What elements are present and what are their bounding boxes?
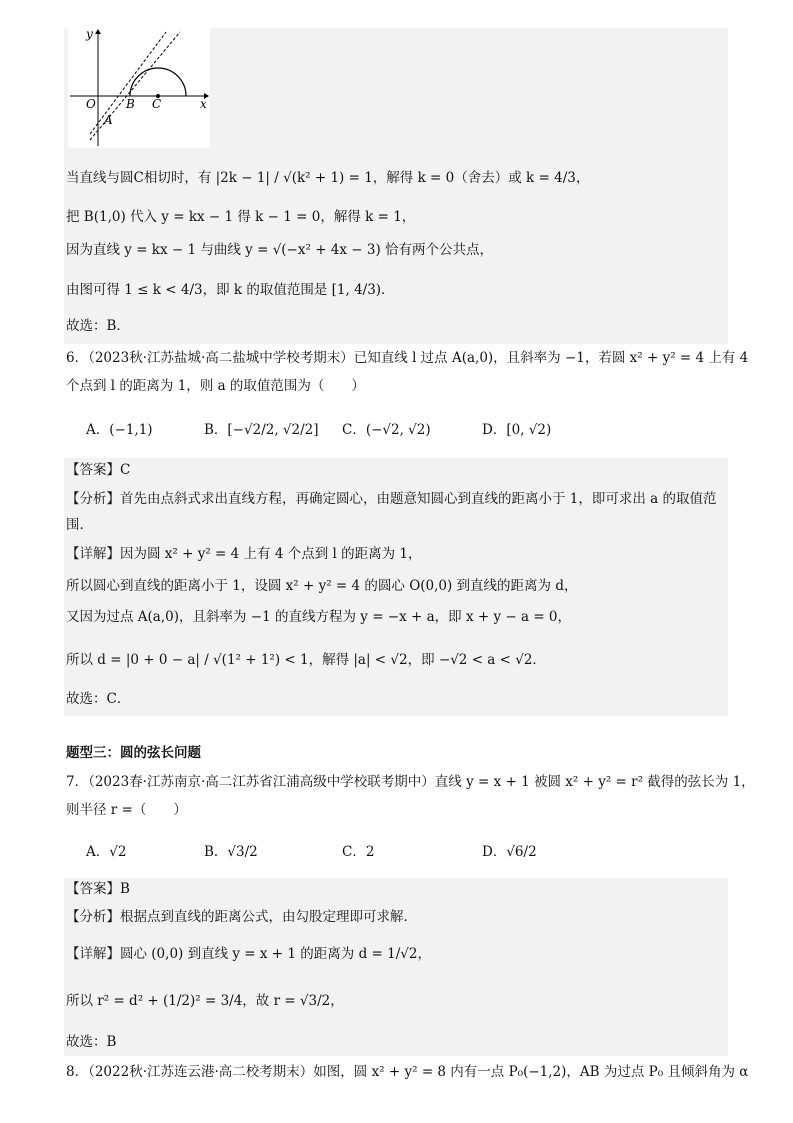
- q7-detail-line2: 所以 r² = d² + (1/2)² = 3/4，故 r = √3/2，: [66, 993, 344, 1009]
- axis-y-label: y: [86, 28, 93, 41]
- coordinate-figure: [68, 28, 210, 148]
- q7-option-d: D．√6/2: [482, 844, 537, 860]
- q6-stem-line2: 个点到 l 的距离为 1，则 a 的取值范围为（ ）: [66, 378, 365, 394]
- sol5-line1: 当直线与圆C相切时，有 |2k − 1| / √(k² + 1) = 1，解得 k = 0（舍去）或 k = 4/3，: [66, 170, 590, 186]
- q8-stem-line1: 8．（2022秋·江苏连云港·高二校考期末）如图，圆 x² + y² = 8 内有一点 P₀(−1,2)，AB 为过点 P₀ 且倾斜角为 α: [66, 1064, 749, 1080]
- label-a: A: [104, 113, 113, 127]
- q7-option-c: C．2: [342, 844, 375, 860]
- q7-detail-line1: 【详解】圆心 (0,0) 到直线 y = x + 1 的距离为 d = 1/√2，: [66, 946, 431, 962]
- q6-detail-line3: 又因为过点 A(a,0)，且斜率为 −1 的直线方程为 y = −x + a，即 x + y − a = 0，: [66, 609, 572, 625]
- solution-block-7: [64, 878, 728, 1056]
- sol5-line3: 因为直线 y = kx − 1 与曲线 y = √(−x² + 4x − 3) 恰有两个公共点，: [66, 242, 494, 258]
- q7-stem-line1: 7．（2023春·江苏南京·高二江苏省江浦高级中学校联考期中）直线 y = x + 1 被圆 x² + y² = r² 截得的弦长为 1，: [66, 774, 755, 790]
- q6-option-a: A．(−1,1): [86, 422, 153, 438]
- axis-x-label: x: [200, 97, 207, 111]
- section-heading: 题型三：圆的弦长问题: [66, 745, 201, 761]
- q7-option-b: B．√3/2: [204, 844, 258, 860]
- q7-option-a: A．√2: [86, 844, 127, 860]
- q6-analysis-line2: 围．: [66, 517, 93, 533]
- q6-detail-line1: 【详解】因为圆 x² + y² = 4 上有 4 个点到 l 的距离为 1，: [66, 546, 422, 562]
- q7-stem-line2: 则半径 r =（ ）: [66, 802, 187, 818]
- label-b: B: [126, 97, 135, 111]
- label-c: C: [152, 97, 162, 111]
- label-o: O: [86, 97, 96, 111]
- q7-analysis: 【分析】根据点到直线的距离公式，由勾股定理即可求解．: [66, 909, 417, 925]
- q6-option-d: D．[0, √2): [482, 422, 552, 438]
- q6-option-c: C．(−√2, √2): [342, 422, 431, 438]
- q6-analysis-line1: 【分析】首先由点斜式求出直线方程，再确定圆心，由题意知圆心到直线的距离小于 1，即可求出 a 的取值范: [66, 491, 717, 507]
- q7-choose: 故选：B: [66, 1034, 117, 1050]
- q7-answer: 【答案】B: [66, 881, 130, 897]
- q6-answer: 【答案】C: [66, 462, 131, 478]
- sol5-choose: 故选：B．: [66, 318, 130, 334]
- sol5-line2: 把 B(1,0) 代入 y = kx − 1 得 k − 1 = 0，解得 k = 1，: [66, 209, 416, 225]
- sol5-line4: 由图可得 1 ≤ k < 4/3，即 k 的取值范围是 [1, 4/3)．: [66, 282, 395, 298]
- q6-stem-line1: 6．（2023秋·江苏盐城·高二盐城中学校考期末）已知直线 l 过点 A(a,0)，且斜率为 −1，若圆 x² + y² = 4 上有 4: [66, 350, 749, 366]
- q6-detail-line2: 所以圆心到直线的距离小于 1，设圆 x² + y² = 4 的圆心 O(0,0) 到直线的距离为 d，: [66, 578, 578, 594]
- q6-choose: 故选：C．: [66, 691, 131, 707]
- q6-detail-line4: 所以 d = |0 + 0 − a| / √(1² + 1²) < 1，解得 |a| < √2，即 −√2 < a < √2．: [66, 652, 546, 668]
- q6-option-b: B．[−√2/2, √2/2]: [204, 422, 319, 438]
